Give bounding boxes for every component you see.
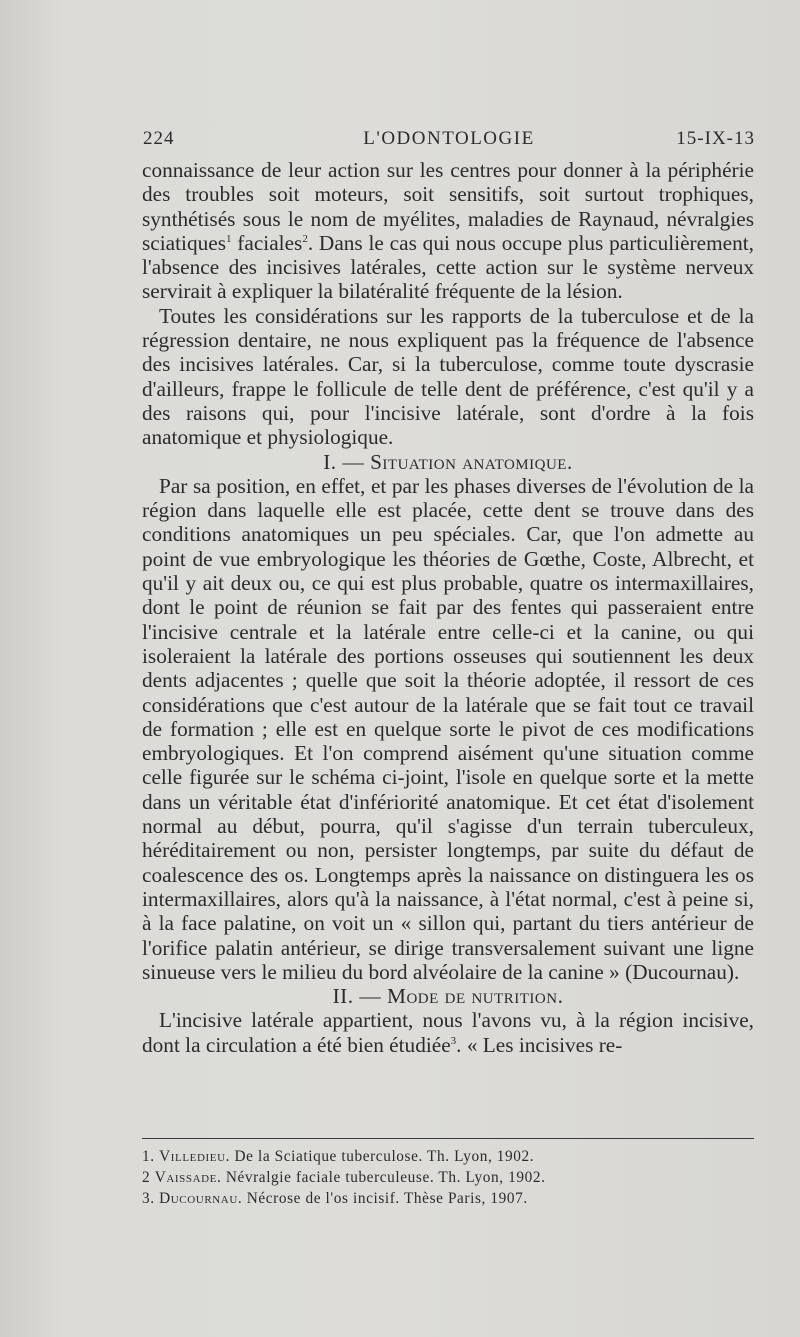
running-title: L'ODONTOLOGIE <box>363 128 535 149</box>
issue-date: 15-IX-13 <box>676 128 755 149</box>
footnotes <box>142 1146 754 1209</box>
footnote-divider <box>142 1138 754 1139</box>
paragraph-3: Par sa position, en effet, et par les phases diverses de l'évolution de la région dans laquelle elle est placée, cette dent se trouve dans des conditions anatomiques un peu spéciales. Car, que l'on admette au point de vue embryologique les théories de Gœthe, Coste, Albrecht, et qu'il y ait deux ou, ce qui est plus probable, quatre os intermaxillaires, dont le point de réunion se fait par des fentes qui passeraient entre l'incisive centrale et la latérale entre celle-ci et la canine, ou qui isoleraient la latérale des portions osseuses qui soutiennent les deux dents adjacentes ; quelle que soit la théorie adoptée, il ressort de ces considérations que c'est autour de la latérale que se fait tout ce travail de formation ; elle est en quelque sorte le pivot de ces modifications embryologiques. Et l'on comprend aisément qu'une situation comme celle figurée sur le schéma ci-joint, l'isole en quelque sorte et la mette dans un véritable état d'infériorité anatomique. Et cet état d'isolement normal au début, pourra, qu'il s'agisse d'un terrain tuberculeux, héréditairement ou non, persister longtemps, par suite du défaut de coalescence des os. Longtemps après la naissance on distinguera les os intermaxillaires, alors qu'à la naissance, à l'état normal, c'est à peine si, à la face palatine, on voit un « sillon qui, partant du tiers antérieur de l'orifice palatin antérieur, se dirige transversalement suivant une ligne sinueuse vers le milieu du bord alvéolaire de la canine » (Ducournau). <box>142 473 754 984</box>
footnote-1: 1. Villedieu. De la Sciatique tuberculose. Th. Lyon, 1902. <box>142 1148 535 1165</box>
running-header <box>143 128 755 158</box>
paragraph-4: L'incisive latérale appartient, nous l'avons vu, à la région incisive, dont la circulation a été bien étudiée$^3$. « Les incisives re- <box>142 1008 754 1057</box>
footnote-ref-1: 1 <box>225 232 232 245</box>
footnote-ref-2: 2 <box>302 232 308 245</box>
footnote-author: Ducournau <box>159 1190 238 1207</box>
body-text <box>142 158 754 1057</box>
footnote-2: 2 Vaissade. Névralgie faciale tuberculeuse. Th. Lyon, 1902. <box>142 1169 546 1186</box>
footnote-author: Villedieu <box>159 1148 226 1165</box>
footnote-3: 3. Ducournau. Nécrose de l'os incisif. Thèse Paris, 1907. <box>142 1190 528 1207</box>
section-heading-1: I. — Situation anatomique. <box>323 449 573 474</box>
page-number: 224 <box>143 128 175 149</box>
section-heading-2: II. — Mode de nutrition. <box>332 984 564 1009</box>
footnote-author: Vaissade <box>154 1169 217 1186</box>
paragraph-2: Toutes les considérations sur les rapports de la tuberculose et de la régression dentaire, ne nous expliquent pas la fréquence de l'absence des incisives latérales. Car, si la tuberculose, comme toute dyscrasie d'ailleurs, frappe le follicule de telle dent de préférence, c'est qu'il y a des raisons qui, pour l'incisive latérale, sont d'ordre à la fois anatomique et physiologique. <box>142 303 754 450</box>
footnote-ref-3: 3 <box>450 1034 457 1047</box>
paragraph-1: connaissance de leur action sur les centres pour donner à la périphérie des troubles soit moteurs, soit sensitifs, soit surtout trophiques, synthétisés sous le nom de myélites, maladies de Raynaud, névralgies sciatiques$^1$ faciales$^2$. Dans le cas qui nous occupe plus particulièrement, l'absence des incisives latérales, cette action sur le système nerveux servirait à expliquer la bilatéralité fréquente de la lésion. <box>142 158 754 304</box>
